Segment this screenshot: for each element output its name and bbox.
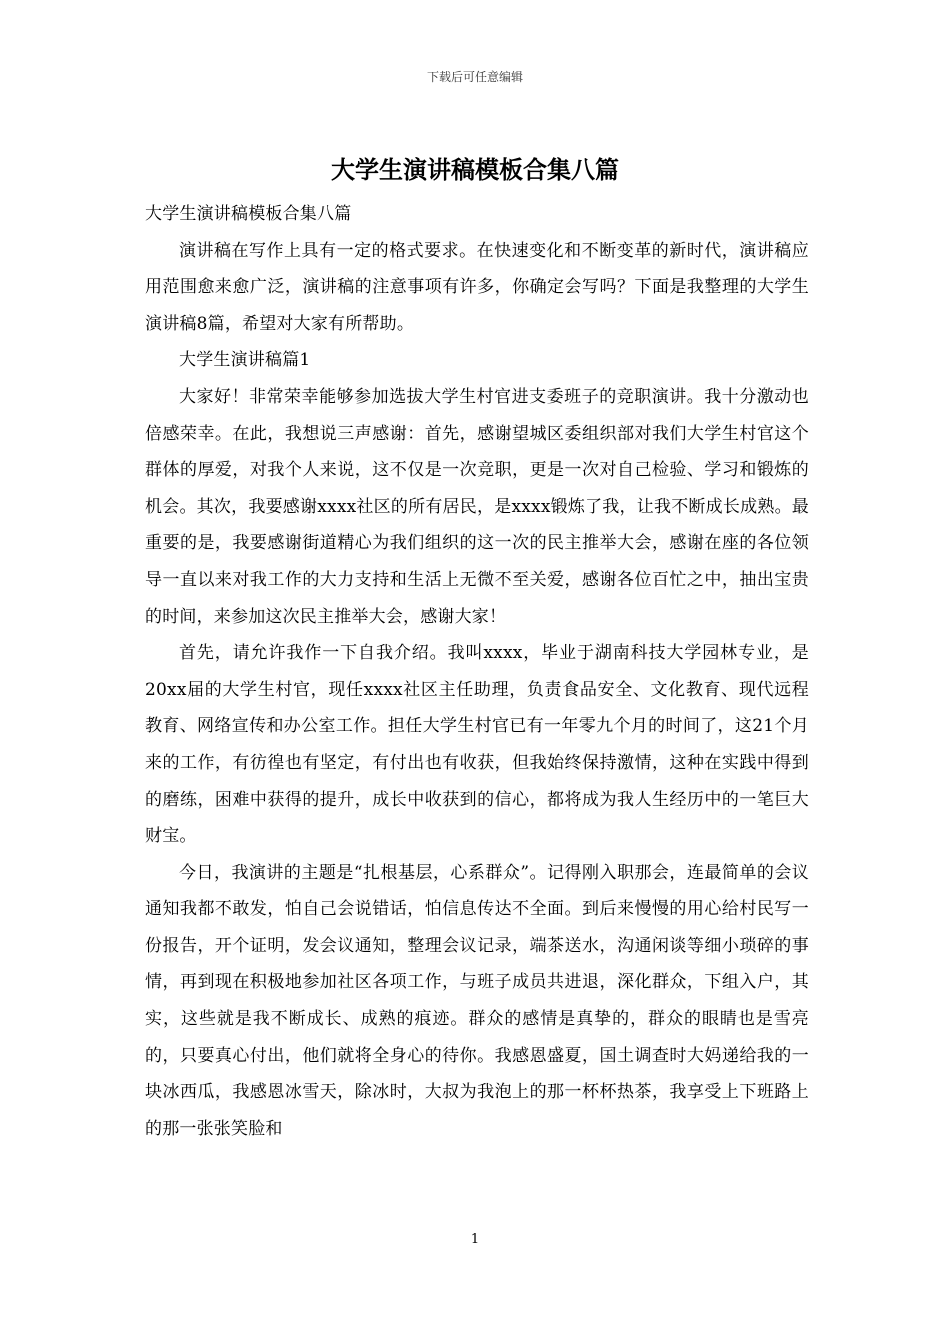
intro-paragraph: 演讲稿在写作上具有一定的格式要求。在快速变化和不断变革的新时代，演讲稿应用范围愈来愈广泛，演讲稿的注意事项有许多，你确定会写吗？下面是我整理的大学生演讲稿8篇，希望对大家有所帮助。 [145,240,809,334]
body-paragraph: 大家好！非常荣幸能够参加选拔大学生村官进支委班子的竞职演讲。我十分激动也倍感荣幸。在此，我想说三声感谢：首先，感谢望城区委组织部对我们大学生村官这个群体的厚爱，对我个人来说，这不仅是一次竞职，更是一次对自己检验、学习和锻炼的机会。其次，我要感谢xxxx社区的所有居民，是xxxx锻炼了我，让我不断成长成熟。最重要的是，我要感谢街道精心为我们组织的这一次的民主推举大会，感谢在座的各位领导一直以来对我工作的大力支持和生活上无微不至关爱，感谢各位百忙之中，抽出宝贵的时间，来参加这次民主推举大会，感谢大家！ [145,386,809,627]
body-paragraph: 首先，请允许我作一下自我介绍。我叫xxxx，毕业于湖南科技大学园林专业，是20xx届的大学生村官，现任xxxx社区主任助理，负责食品安全、文化教育、现代远程教育、网络宣传和办公室工作。担任大学生村官已有一年零九个月的时间了，这21个月来的工作，有彷徨也有坚定，有付出也有收获，但我始终保持激情，这种在实践中得到的磨练，困难中获得的提升，成长中收获到的信心，都将成为我人生经历中的一笔巨大财宝。 [145,643,809,847]
header-note: 下载后可任意编辑 [426,70,523,84]
section-heading: 大学生演讲稿篇1 [179,350,311,371]
body-paragraph: 今日，我演讲的主题是“扎根基层，心系群众”。记得刚入职那会，连最简单的会议通知我都不敢发，怕自己会说错话，怕信息传达不全面。到后来慢慢的用心给村民写一份报告，开个证明，发会议通知，整理会议记录，端茶送水，沟通闲谈等细小琐碎的事情，再到现在积极地参加社区各项工作，与班子成员共进退，深化群众，下组入户，其实，这些就是我不断成长、成熟的痕迹。群众的感情是真挚的，群众的眼睛也是雪亮的，只要真心付出，他们就将全身心的待你。我感恩盛夏，国土调查时大妈递给我的一块冰西瓜，我感恩冰雪天，除冰时，大叔为我泡上的那一杯杯热茶，我享受上下班路上的那一张张笑脸和 [145,862,809,1139]
document-title: 大学生演讲稿模板合集八篇 [331,155,619,184]
document-body [145,196,809,1147]
subtitle-paragraph: 大学生演讲稿模板合集八篇 [145,204,352,224]
page-number: 1 [470,1232,480,1247]
